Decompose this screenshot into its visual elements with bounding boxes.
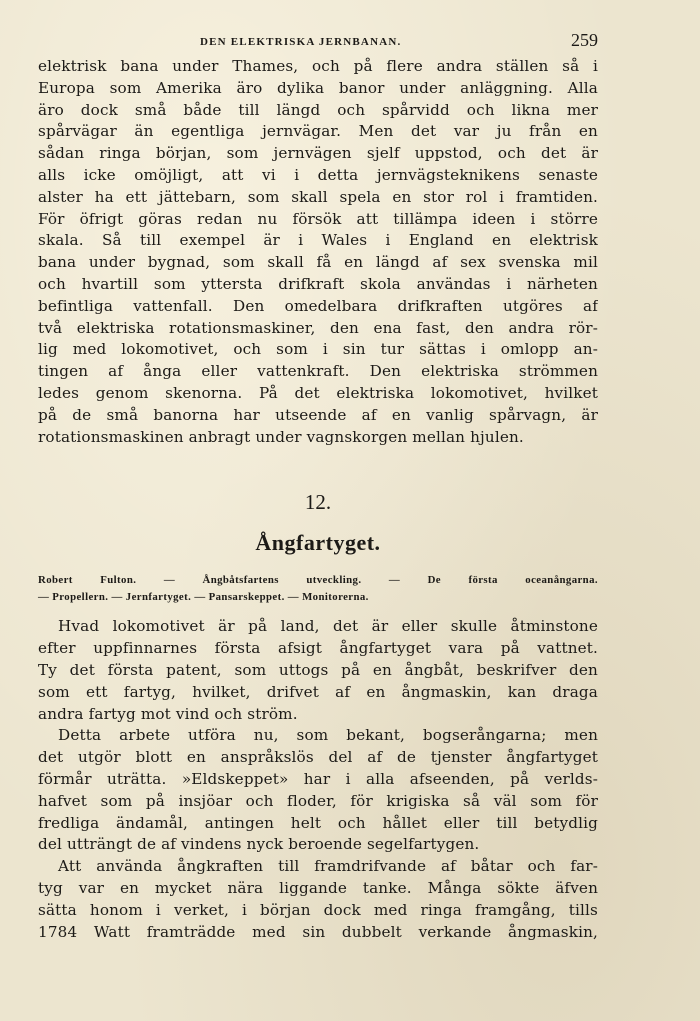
text-line: 1784 Watt framträdde med sin dubbelt verkande ångmaskin,	[38, 922, 598, 941]
text-line: För öfrigt göras redan nu försök att tillämpa ideen i större	[38, 209, 598, 228]
paragraph-3	[38, 856, 598, 943]
running-title: DEN ELEKTRISKA JERNBANAN.	[200, 36, 402, 48]
text-line: lig med lokomotivet, och som i sin tur sättas i omlopp an-	[38, 340, 598, 359]
text-line: som ett fartyg, hvilket, drifvet af en ångmaskin, kan draga	[38, 682, 598, 701]
text-line: fredliga ändamål, antingen helt och hållet eller till betydlig	[38, 813, 598, 832]
running-header	[38, 30, 598, 56]
text-line: Detta arbete utföra nu, som bekant, bogserångarna; men	[58, 726, 598, 745]
chapter-summary	[38, 572, 598, 606]
text-line: elektrisk bana under Thames, och på flere andra ställen så i	[38, 57, 598, 75]
text-line: befintliga vattenfall. Den omedelbara drifkraften utgöres af	[38, 296, 598, 315]
text-line: ledes genom skenorna. På det elektriska lokomotivet, hvilket	[38, 383, 598, 402]
text-line: förmår uträtta. »Eldskeppet» har i alla afseenden, på verlds-	[38, 769, 598, 788]
text-line: hafvet som på insjöar och floder, för krigiska så väl som för	[38, 791, 598, 810]
summary-line: Robert Fulton. — Ångbåtsfartens utveckling. — De första oceanångarna.	[38, 574, 598, 587]
summary-line: — Propellern. — Jernfartyget. — Pansarskeppet. — Monitorerna.	[38, 591, 369, 604]
page-number: 259	[571, 30, 598, 50]
text-line: alster ha ett jättebarn, som skall spela en stor rol i framtiden.	[38, 187, 598, 206]
text-line: sådan ringa början, som jernvägen sjelf uppstod, och det är	[38, 144, 598, 163]
text-line: alls icke omöjligt, att vi i detta jernvägsteknikens senaste	[38, 165, 598, 184]
text-line: på de små banorna har utseende af en vanlig spårvagn, är	[38, 405, 598, 424]
text-line: det utgör blott en anspråkslös del af de tjenster ångfartyget	[38, 748, 598, 767]
chapter-title: Ångfartyget.	[255, 530, 381, 556]
text-line: två elektriska rotationsmaskiner, den ena fast, den andra rör-	[38, 318, 598, 337]
text-line: Europa som Amerika äro dylika banor under anläggning. Alla	[38, 78, 598, 97]
chapter-number: 12.	[304, 490, 332, 515]
text-line: och hvartill som yttersta drifkraft skola användas i närheten	[38, 274, 598, 293]
text-line: Hvad lokomotivet är på land, det är eller skulle åtminstone	[58, 617, 598, 636]
book-page	[38, 30, 598, 943]
text-line: äro dock små både till längd och spårvidd och likna mer	[38, 100, 598, 119]
text-line: skala. Så till exempel är i Wales i England en elektrisk	[38, 231, 598, 250]
text-line: efter uppfinnarnes första afsigt ångfartyget vara på vattnet.	[38, 639, 598, 658]
paragraph-2	[38, 725, 598, 856]
text-line: rotationsmaskinen anbragt under vagnskorgen mellan hjulen.	[38, 427, 524, 446]
text-line: tyg var en mycket nära liggande tanke. Många sökte äfven	[38, 878, 598, 897]
paragraph-1	[38, 616, 598, 725]
text-line: andra fartyg mot vind och ström.	[38, 704, 298, 723]
text-line: Ty det första patent, som uttogs på en ångbåt, beskrifver den	[38, 660, 598, 679]
text-line: tingen af ånga eller vattenkraft. Den elektriska strömmen	[38, 362, 598, 381]
text-line: Att använda ångkraften till framdrifvande af båtar och far-	[58, 857, 598, 876]
text-line: del utträngt de af vindens nyck beroende segelfartygen.	[38, 835, 480, 854]
text-line: spårvägar än egentliga jernvägar. Men det var ju från en	[38, 122, 598, 141]
text-line: bana under bygnad, som skall få en längd af sex svenska mil	[38, 253, 598, 272]
top-paragraph	[38, 56, 598, 448]
text-line: sätta honom i verket, i början dock med ringa framgång, tills	[38, 900, 598, 919]
